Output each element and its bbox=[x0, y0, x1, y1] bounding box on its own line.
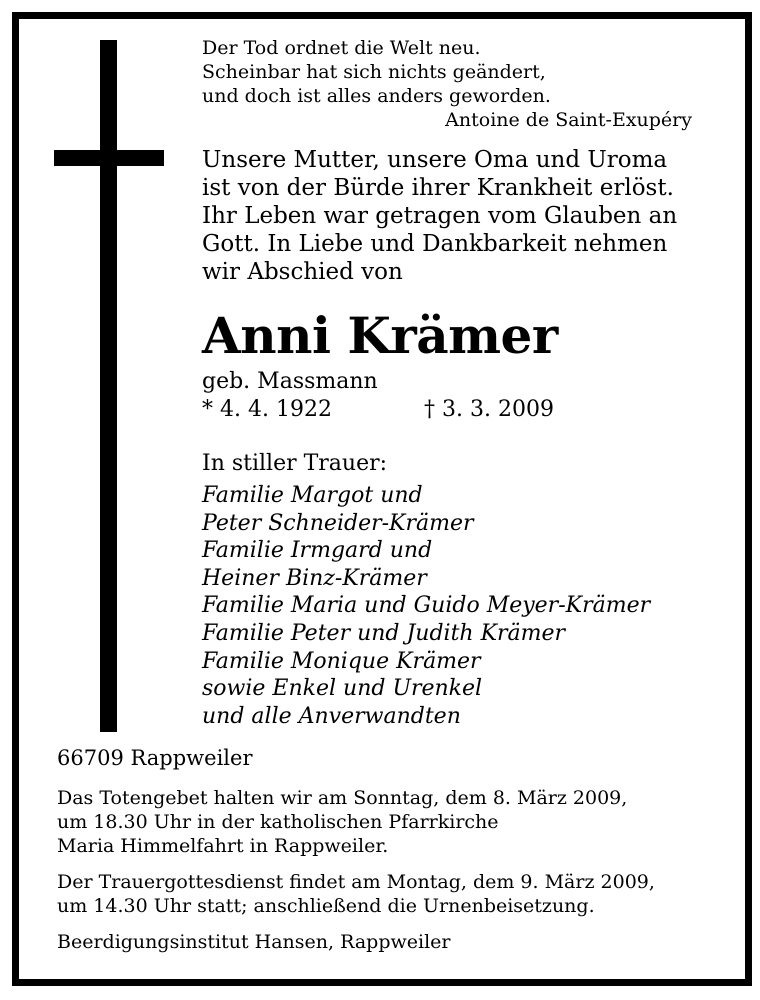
service-line: Der Trauergottesdienst findet am Montag, dem 9. März 2009, bbox=[57, 871, 655, 893]
deceased-name: Anni Krämer bbox=[202, 306, 558, 365]
prayer-line: Maria Himmelfahrt in Rappweiler. bbox=[57, 835, 389, 857]
prayer-line: Das Totengebet halten wir am Sonntag, dem 8. März 2009, bbox=[57, 787, 628, 809]
birth-date: * 4. 4. 1922 bbox=[202, 397, 332, 422]
intro-line: Gott. In Liebe und Dankbarkeit nehmen bbox=[202, 231, 668, 257]
service-line: um 14.30 Uhr statt; anschließend die Urnenbeisetzung. bbox=[57, 895, 595, 917]
mourner-line: Heiner Binz-Krämer bbox=[202, 565, 427, 591]
mourners-heading: In stiller Trauer: bbox=[202, 451, 388, 476]
mourner-line: Familie Maria und Guido Meyer-Krämer bbox=[202, 593, 651, 619]
intro-line: wir Abschied von bbox=[202, 259, 403, 285]
mourner-line: Familie Irmgard und bbox=[202, 538, 433, 564]
quote-line: und doch ist alles anders geworden. bbox=[202, 85, 551, 107]
mourner-line: Familie Peter und Judith Krämer bbox=[202, 620, 566, 646]
undertaker: Beerdigungsinstitut Hansen, Rappweiler bbox=[57, 931, 451, 953]
service-info bbox=[57, 870, 717, 918]
quote-line: Scheinbar hat sich nichts geändert, bbox=[202, 61, 546, 83]
prayer-info bbox=[57, 786, 717, 858]
obituary-footer bbox=[57, 744, 717, 954]
life-dates bbox=[202, 396, 732, 424]
quote-line: Der Tod ordnet die Welt neu. bbox=[202, 37, 481, 59]
quote-author: Antoine de Saint-Exupéry bbox=[445, 109, 692, 131]
obituary-main bbox=[202, 36, 732, 730]
birth-name: geb. Massmann bbox=[202, 369, 378, 394]
mourner-line: Familie Monique Krämer bbox=[202, 648, 481, 674]
mourner-line: Peter Schneider-Krämer bbox=[202, 510, 474, 536]
mourner-line: und alle Anverwandten bbox=[202, 703, 461, 729]
mourner-line: Familie Margot und bbox=[202, 483, 423, 508]
quote bbox=[202, 36, 732, 108]
cross-icon-bar bbox=[54, 150, 164, 166]
death-date: † 3. 3. 2009 bbox=[424, 397, 554, 422]
intro-line: ist von der Bürde ihrer Krankheit erlöst. bbox=[202, 175, 674, 201]
intro-line: Unsere Mutter, unsere Oma und Uroma bbox=[202, 147, 668, 173]
prayer-line: um 18.30 Uhr in der katholischen Pfarrkirche bbox=[57, 811, 499, 833]
mourner-line: sowie Enkel und Urenkel bbox=[202, 676, 483, 702]
intro-text bbox=[202, 146, 732, 286]
mourners-list bbox=[202, 482, 732, 730]
intro-line: Ihr Leben war getragen vom Glauben an bbox=[202, 203, 678, 229]
cross-icon bbox=[100, 40, 117, 732]
place: 66709 Rappweiler bbox=[57, 746, 253, 770]
